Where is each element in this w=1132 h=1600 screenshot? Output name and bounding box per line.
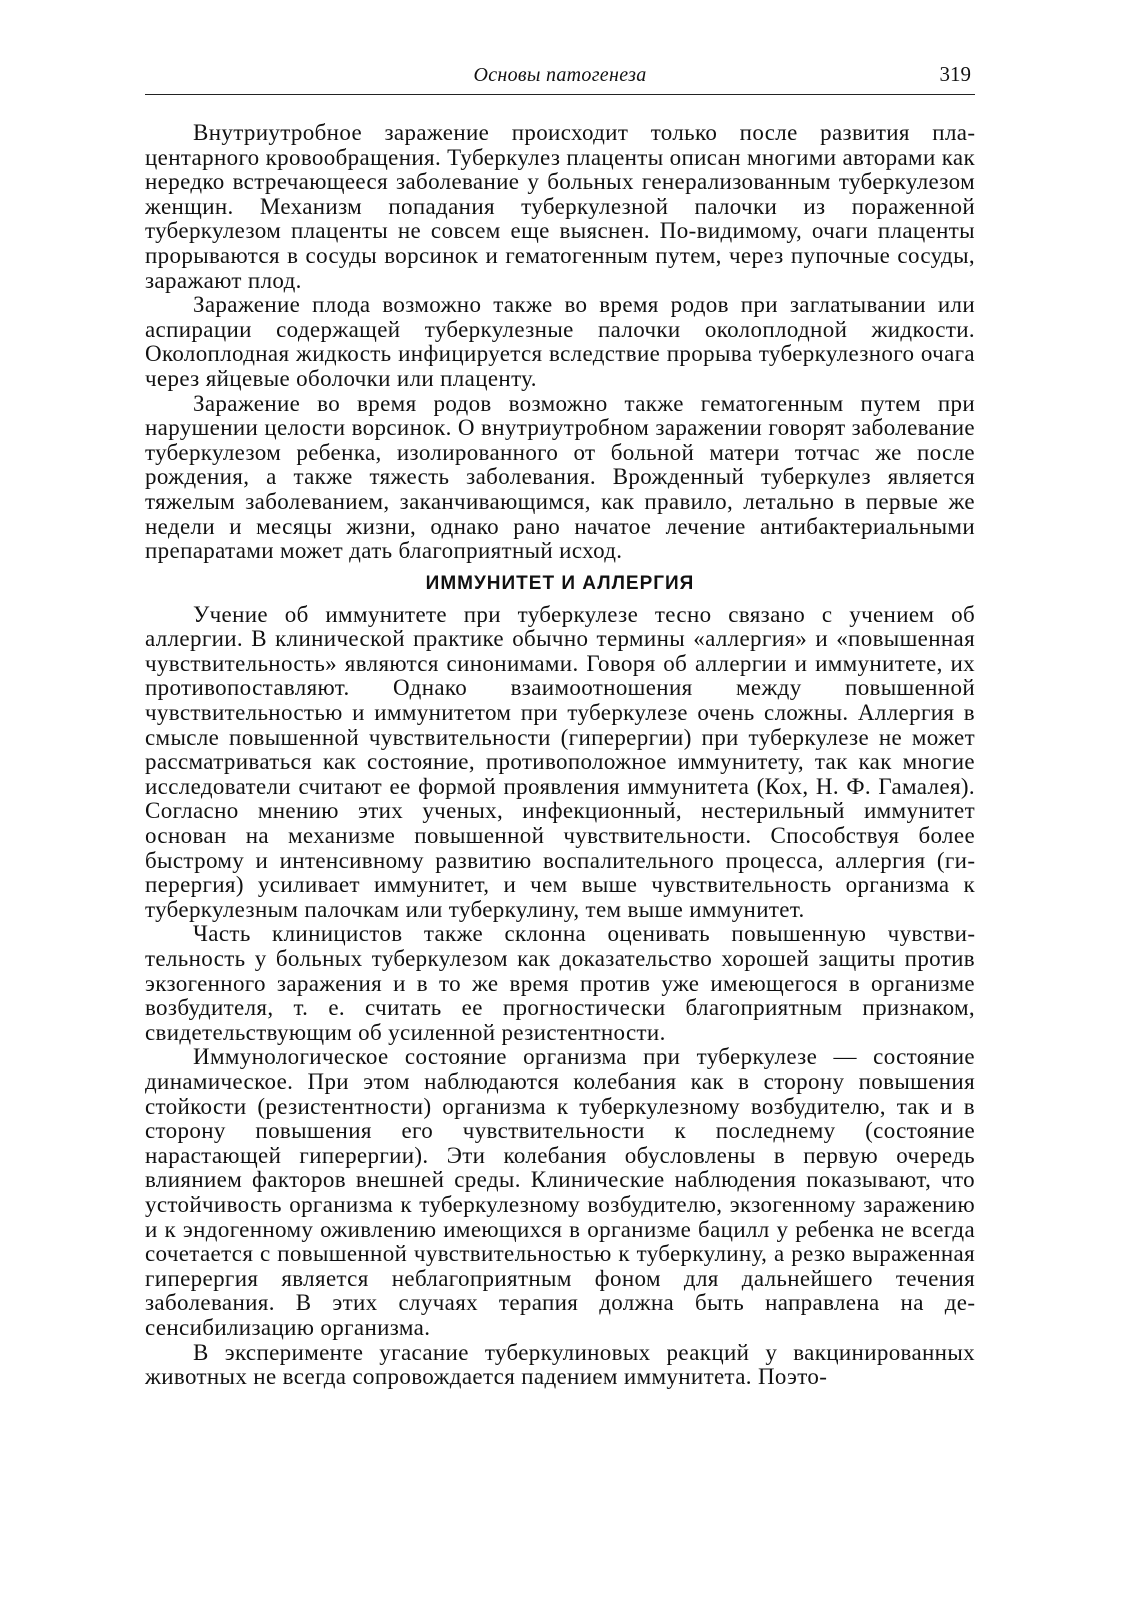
section-heading: ИММУНИТЕТ И АЛЛЕРГИЯ: [425, 572, 695, 594]
paragraph-infection-during-birth: Заражение плода возможно также во время родов при заглатывании или аспирации содержащей туберкулезные палочки околоплодной жидкости. Околоплодная жидкость инфицируется вследствие прорыва туберкулезного очага через яйцевые оболочки или плаценту.: [145, 292, 975, 391]
paragraph-intrauterine-infection: Внутриутробное заражение происходит только после развития плацентарного кровообращения. Туберкулез плаценты описан многими авторами как нередко встречающееся заболевание у больных генерализованным туберкулезом женщин. Механизм попадания туберкулезной палочки из пораженной туберкулезом плаценты не совсем еще выяснен. По-видимому, очаги плаценты прорываются в сосуды ворсинок и гематогенным путем, через пупочные сосуды, заражают плод.: [145, 120, 975, 293]
running-title: Основы патогенеза: [473, 64, 647, 86]
page-body: [145, 121, 975, 1390]
paragraph-immunity-allergy: Учение об иммунитете при туберкулезе тесно связано с учением об аллергии. В клинической практике обычно термины «аллергия» и «повышенная чувствительность» являются синонимами. Говоря об аллергии и иммунитете, их противопоставляют. Однако взаимоотношения между повышенной чувствительностью и иммунитетом при туберкулезе очень сложны. Аллергия в смысле повышенной чувствительности (гиперергии) при туберкулезе не может рассматриваться как состояние, противоположное иммунитету, так как многие исследователи считают ее формой проявления иммунитета (Кох, Н. Ф. Гамалея). Согласно мнению этих ученых, инфекционный, нестерильный иммунитет основан на механизме повышенной чувствительности. Способствуя более быстрому и интенсивному развитию воспалительного процесса, аллергия (гиперергия) усиливает иммунитет, и чем выше чувствительность организма к туберкулезным палочкам или туберкулину, тем выше иммунитет.: [145, 601, 975, 922]
paragraph-clinicians-opinion: Часть клиницистов также склонна оценивать повышенную чувствительность у больных туберкулезом как доказательство хорошей защиты против экзогенного заражения и в то же время против уже имеющегося в организме возбудителя, т. е. считать ее прогностически благоприятным признаком, свидетельствующим об усиленной резистентности.: [145, 921, 975, 1045]
paragraph-hematogenous-route: Заражение во время родов возможно также гематогенным путем при нарушении целости ворсинок. О внутриутробном заражении говорят заболевание туберкулезом ребенка, изолированного от больной матери тотчас же после рождения, а также тяжесть заболевания. Врожденный туберкулез является тяжелым заболеванием, заканчивающимся, как правило, летально в первые же недели и месяцы жизни, однако рано начатое лечение антибактериальными препаратами может дать благоприятный исход.: [145, 390, 975, 564]
paragraph-experiment: В эксперименте угасание туберкулиновых реакций у вакцинированных животных не всегда сопровождается падением иммунитета. Поэто-: [145, 1339, 975, 1390]
page-number: 319: [939, 62, 971, 86]
page-header: [145, 62, 975, 95]
paragraph-immunological-state: Иммунологическое состояние организма при туберкулезе — состояние динамическое. При этом наблюдаются колебания как в сторону повышения стойкости (резистентности) организма к туберкулезному возбудителю, так и в сторону повышения его чувствительности к последнему (состояние нарастающей гиперергии). Эти колебания обусловлены в первую очередь влиянием факторов внешней среды. Клинические наблюдения показывают, что устойчивость организма к туберкулезному возбудителю, экзогенному заражению и к эндогенному оживлению имеющихся в организме бацилл у ребенка не всегда сочетается с повышенной чувствительностью к туберкулину, а резко выраженная гиперергия является неблагоприятным фоном для дальнейшего течения заболевания. В этих случаях терапия должна быть направлена на десенсибилизацию организма.: [145, 1044, 975, 1340]
